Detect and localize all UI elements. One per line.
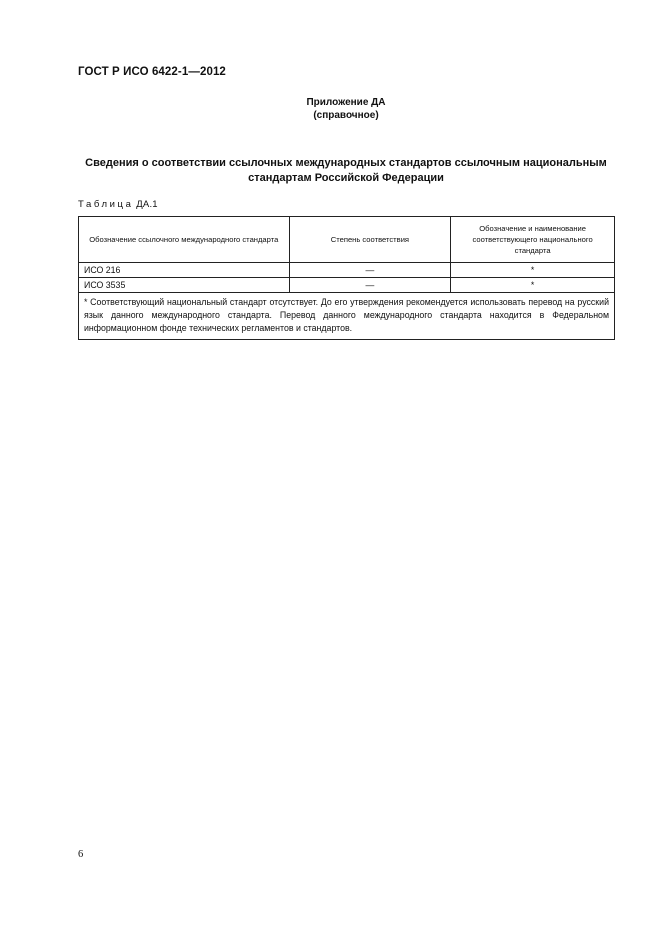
correspondence-table — [78, 216, 615, 340]
heading-line-1: Сведения о соответствии ссылочных международных стандартов ссылочным национальным — [85, 157, 607, 169]
table-caption — [78, 199, 158, 210]
section-heading — [78, 156, 614, 186]
designation-cell: ИСО 216 — [79, 263, 290, 278]
degree-cell: — — [289, 278, 451, 293]
table-caption-number: ДА.1 — [136, 199, 158, 210]
table-caption-word: Таблица — [78, 199, 134, 210]
header-cell: Обозначение ссылочного международного стандарта — [79, 217, 290, 263]
appendix-type: (справочное) — [313, 110, 379, 121]
table-header-row — [79, 217, 615, 263]
appendix-header — [78, 96, 614, 122]
appendix-title: Приложение ДА — [306, 97, 386, 108]
header-cell: Степень соответствия — [289, 217, 451, 263]
heading-line-2: стандартам Российской Федерации — [248, 172, 444, 184]
table-row — [79, 263, 615, 278]
standard-id: ГОСТ Р ИСО 6422-1—2012 — [78, 66, 226, 78]
table-footnote-row — [79, 293, 615, 340]
designation-cell: ИСО 3535 — [79, 278, 290, 293]
degree-cell: — — [289, 263, 451, 278]
page-number: 6 — [78, 849, 84, 860]
national-cell: * — [451, 263, 615, 278]
national-cell: * — [451, 278, 615, 293]
header-cell: Обозначение и наименование соответствующего национального стандарта — [451, 217, 615, 263]
table-row — [79, 278, 615, 293]
table-footnote: * Соответствующий национальный стандарт отсутствует. До его утверждения рекомендуется использовать перевод на русский язык данного международного стандарта. Перевод данного международного стандарта находится в Федеральном информационном фонде технических регламентов и стандартов. — [79, 293, 615, 340]
